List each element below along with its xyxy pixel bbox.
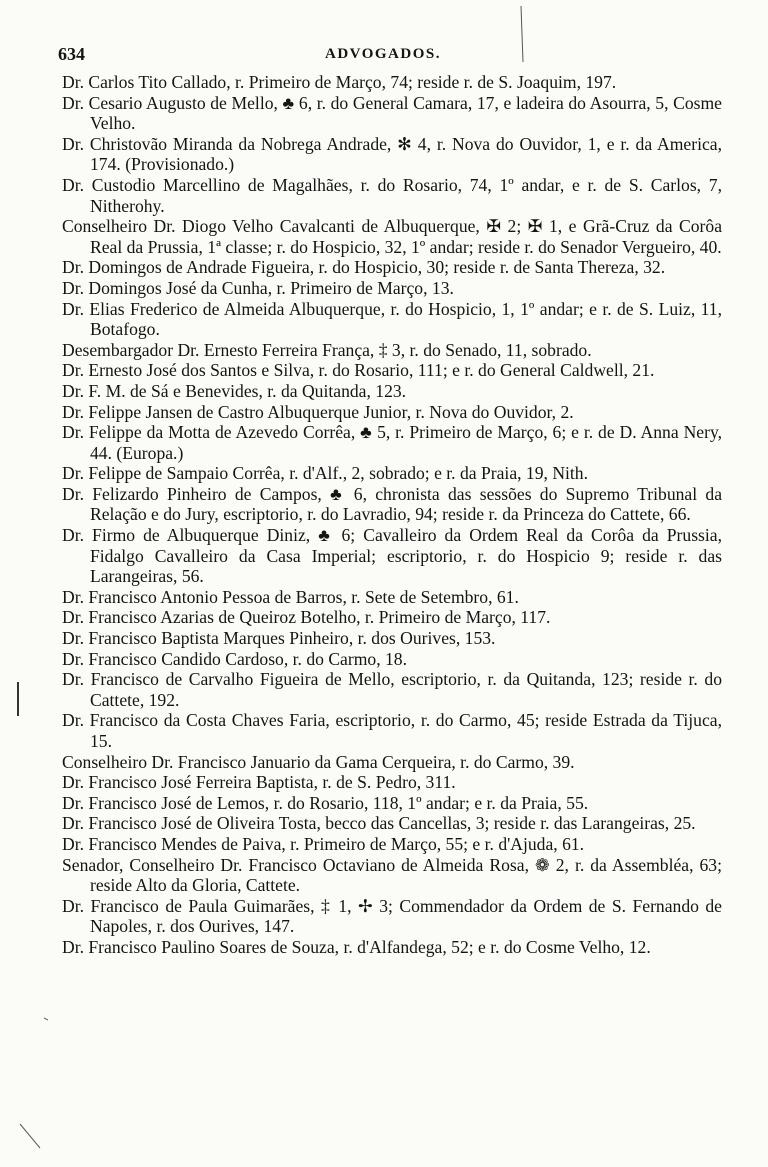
list-item: Dr. Francisco Azarias de Queiroz Botelho, r. Primeiro de Março, 117.	[62, 607, 551, 628]
list-item: Dr. F. M. de Sá e Benevides, r. da Quitanda, 123.	[62, 380, 407, 401]
list-item: Dr. Francisco de Paula Guimarães, ‡ 1, ✢ 3; Commendador da Ordem de S. Fernando de Napoles, r. dos Ourives, 147.	[62, 895, 722, 937]
list-item: Dr. Francisco de Carvalho Figueira de Mello, escriptorio, r. da Quitanda, 123; reside r. do Cattete, 192.	[62, 669, 722, 710]
list-item: Conselheiro Dr. Diogo Velho Cavalcanti de Albuquerque, ✠ 2; ✠ 1, e Grã-Cruz da Corôa Real da Prussia, 1ª classe; r. do Hospicio, 32, 1º andar; reside r. do Senador Vergueiro, 40.	[62, 216, 722, 257]
ink-stroke-corner	[20, 1124, 40, 1148]
list-item: Desembargador Dr. Ernesto Ferreira França, ‡ 3, r. do Senado, 11, sobrado.	[62, 339, 592, 360]
list-item: Dr. Francisco Mendes de Paiva, r. Primeiro de Março, 55; e r. d'Ajuda, 61.	[62, 833, 585, 854]
list-item: Conselheiro Dr. Francisco Januario da Gama Cerqueira, r. do Carmo, 39.	[62, 751, 575, 772]
list-item: Dr. Francisco José Ferreira Baptista, r. de S. Pedro, 311.	[62, 772, 456, 793]
list-item: Dr. Christovão Miranda da Nobrega Andrade, ✻ 4, r. Nova do Ouvidor, 1, e r. da America, 174. (Provisionado.)	[62, 133, 722, 175]
list-item: Dr. Francisco José de Oliveira Tosta, becco das Cancellas, 3; reside r. das Larangeiras, 25.	[62, 813, 696, 834]
list-item: Senador, Conselheiro Dr. Francisco Octaviano de Almeida Rosa, ❁ 2, r. da Assembléa, 63; reside Alto da Gloria, Cattete.	[62, 854, 722, 896]
page-header	[58, 44, 708, 68]
page-number: 634	[58, 44, 85, 64]
list-item: Dr. Francisco da Costa Chaves Faria, escriptorio, r. do Carmo, 45; reside Estrada da Tijuca, 15.	[62, 710, 722, 751]
entry-list	[62, 72, 722, 958]
list-item: Dr. Felippe da Motta de Azevedo Corrêa, ♣ 5, r. Primeiro de Março, 6; e r. de D. Anna Nery, 44. (Europa.)	[62, 422, 722, 463]
list-item: Dr. Francisco José de Lemos, r. do Rosario, 118, 1º andar; e r. da Praia, 55.	[62, 792, 589, 813]
ink-stroke-dot	[44, 1018, 48, 1020]
list-item: Dr. Custodio Marcellino de Magalhães, r. do Rosario, 74, 1º andar, e r. de S. Carlos, 7, Nitherohy.	[62, 174, 722, 216]
list-item: Dr. Francisco Paulino Soares de Souza, r. d'Alfandega, 52; e r. do Cosme Velho, 12.	[62, 936, 651, 957]
list-item: Dr. Felippe Jansen de Castro Albuquerque Junior, r. Nova do Ouvidor, 2.	[62, 401, 574, 422]
list-item: Dr. Francisco Antonio Pessoa de Barros, r. Sete de Setembro, 61.	[62, 586, 519, 607]
list-item: Dr. Firmo de Albuquerque Diniz, ♣ 6; Cavalleiro da Ordem Real da Corôa da Prussia, Fidalgo Cavalleiro da Casa Imperial; escriptorio, r. do Hospicio 9; reside r. das Larangeiras, 56.	[62, 525, 722, 587]
list-item: Dr. Elias Frederico de Almeida Albuquerque, r. do Hospicio, 1, 1º andar; e r. de S. Luiz, 11, Botafogo.	[62, 298, 722, 340]
list-item: Dr. Francisco Candido Cardoso, r. do Carmo, 18.	[62, 648, 407, 669]
running-title: ADVOGADOS.	[325, 46, 441, 62]
list-item: Dr. Felippe de Sampaio Corrêa, r. d'Alf., 2, sobrado; e r. da Praia, 19, Nith.	[62, 463, 588, 484]
list-item: Dr. Domingos de Andrade Figueira, r. do Hospicio, 30; reside r. de Santa Thereza, 32.	[62, 257, 666, 278]
list-item: Dr. Felizardo Pinheiro de Campos, ♣ 6, chronista das sessões do Supremo Tribunal da Relação e do Jury, escriptorio, r. do Lavradio, 94; reside r. da Princeza do Cattete, 66.	[62, 483, 722, 525]
list-item: Dr. Ernesto José dos Santos e Silva, r. do Rosario, 111; e r. do General Caldwell, 21.	[62, 360, 655, 381]
list-item: Dr. Cesario Augusto de Mello, ♣ 6, r. do General Camara, 17, e ladeira do Asourra, 5, Cosme Velho.	[62, 92, 722, 134]
list-item: Dr. Carlos Tito Callado, r. Primeiro de Março, 74; reside r. de S. Joaquim, 197.	[62, 72, 617, 92]
list-item: Dr. Domingos José da Cunha, r. Primeiro de Março, 13.	[62, 277, 454, 298]
list-item: Dr. Francisco Baptista Marques Pinheiro, r. dos Ourives, 153.	[62, 628, 496, 649]
